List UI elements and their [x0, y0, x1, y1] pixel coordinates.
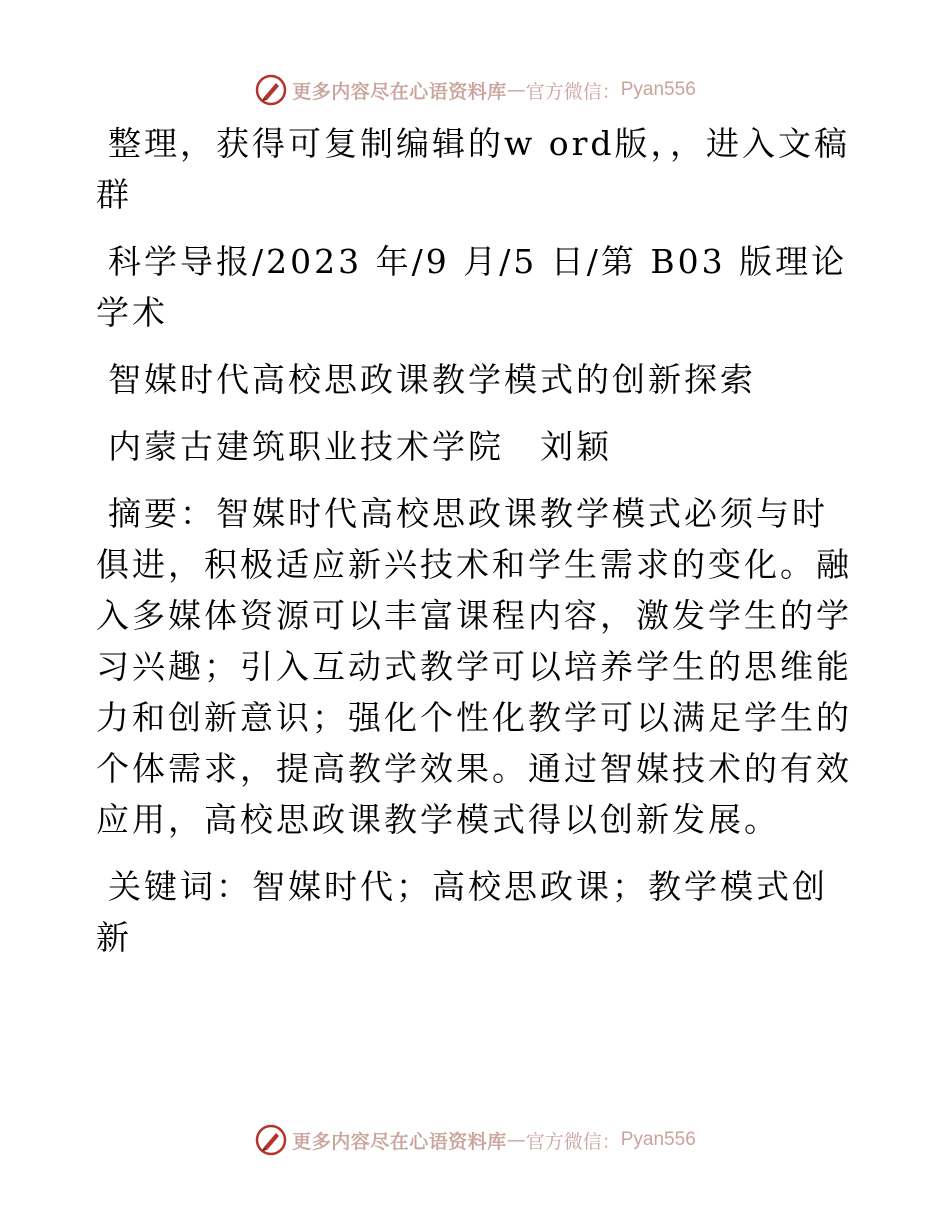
intro-paragraph: 整理，获得可复制编辑的w ord版，，进入文稿群 — [96, 124, 851, 214]
watermark-separator: — — [506, 1129, 526, 1151]
author-line: 内蒙古建筑职业技术学院 刘颖 — [108, 427, 612, 466]
footer-watermark — [0, 1120, 950, 1160]
keywords-line: 关键词：智媒时代；高校思政课；教学模式创新 — [96, 867, 828, 957]
article-title: 智媒时代高校思政课教学模式的创新探索 — [108, 360, 756, 399]
watermark-official-label: 官方微信： — [525, 80, 621, 103]
watermark-wechat-id: Pyan556 — [620, 79, 696, 100]
header-watermark — [0, 70, 950, 110]
document-body — [96, 118, 856, 979]
watermark-text: 更多内容尽在心语资料库 — [292, 1130, 507, 1153]
watermark-text: 更多内容尽在心语资料库 — [292, 80, 507, 103]
pen-circle-logo-icon — [254, 1123, 288, 1157]
abstract-paragraph: 摘要：智媒时代高校思政课教学模式必须与时俱进，积极适应新兴技术和学生需求的变化。融入多媒体资源可以丰富课程内容，激发学生的学习兴趣；引入互动式教学可以培养学生的思维能力和创新意识；强化个性化教学可以满足学生的个体需求，提高教学效果。通过智媒技术的有效应用，高校思政课教学模式得以创新发展。 — [96, 494, 852, 839]
pen-circle-logo-icon — [254, 73, 288, 107]
source-line: 科学导报/2023 年/9 月/5 日/第 B03 版理论学术 — [96, 242, 848, 332]
watermark-official-label: 官方微信： — [525, 1130, 621, 1153]
watermark-wechat-id: Pyan556 — [620, 1129, 696, 1150]
watermark-separator: — — [506, 79, 526, 101]
